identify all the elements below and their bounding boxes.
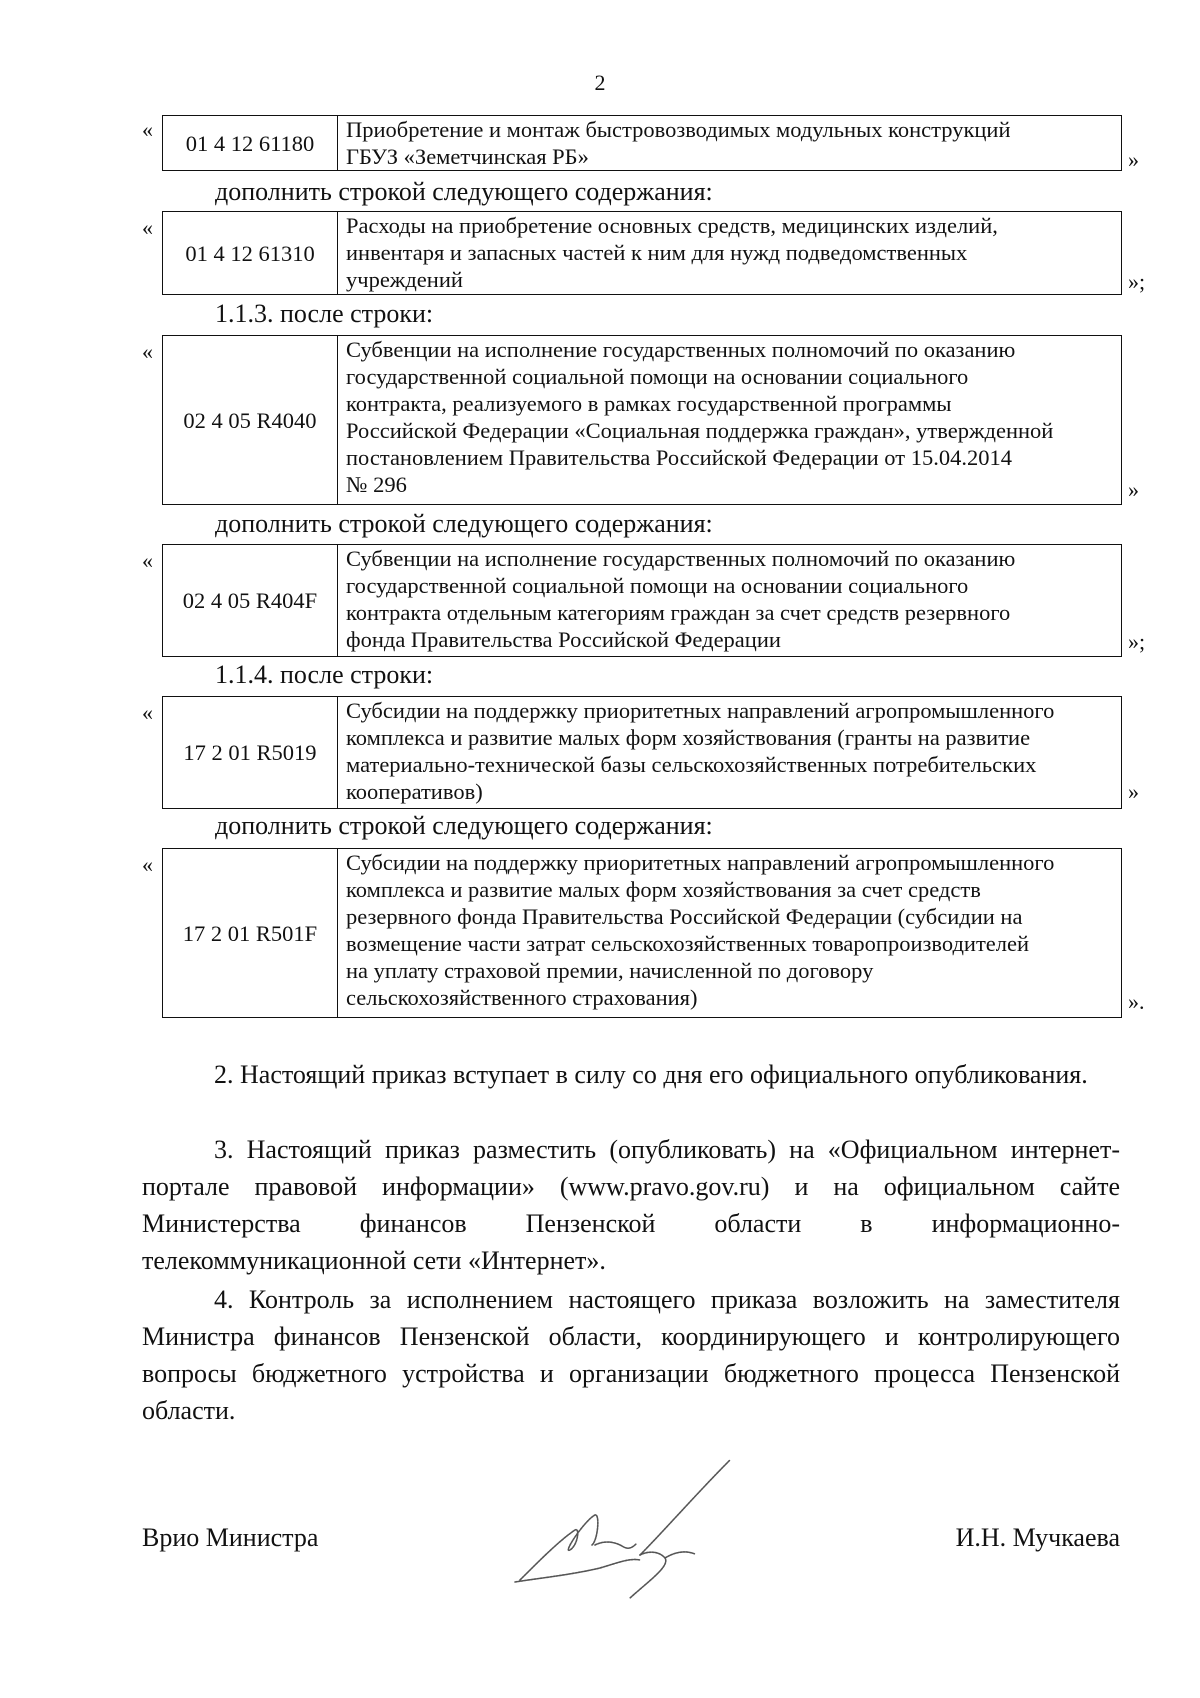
desc-line: ГБУЗ «Земетчинская РБ» [346,144,589,169]
desc-line: государственной социальной помощи на основании социального [346,573,969,598]
desc-line: комплекса и развитие малых форм хозяйствования (гранты на развитие [346,725,1031,750]
page-number: 2 [594,70,606,95]
quote-close: » [1128,477,1139,502]
desc-line: материально-технической базы сельскохозяйственных потребительских [346,752,1037,777]
desc-line: постановлением Правительства Российской Федерации от 15.04.2014 [346,445,1012,470]
budget-code: 01 4 12 61310 [163,212,338,294]
desc-line: возмещение части затрат сельскохозяйственных товаропроизводителей [346,931,1030,956]
desc-line: инвентаря и запасных частей к ним для нужд подведомственных [346,240,968,265]
row-description [338,849,1121,1017]
desc-line: контракта, реализуемого в рамках государственной программы [346,391,952,416]
instruction-text: дополнить строкой следующего содержания: [215,811,713,840]
budget-code: 01 4 12 61180 [163,116,338,170]
budget-code: 02 4 05 R404F [163,545,338,656]
desc-line: № 296 [346,472,407,497]
row-description [338,697,1121,808]
desc-line: Расходы на приобретение основных средств, медицинских изделий, [346,213,998,238]
budget-code: 17 2 01 R5019 [163,697,338,808]
quote-open: « [142,339,153,364]
table-row [162,544,1122,657]
quote-close: »; [1128,269,1146,294]
table-row [162,848,1122,1018]
quote-open: « [142,548,153,573]
desc-line: Российской Федерации «Социальная поддержка граждан», утвержденной [346,418,1054,443]
paragraph-text: 4. Контроль за исполнением настоящего приказа возложить на заместителя Министра финансов Пензенской области, координирующего и контролирующего вопросы бюджетного устройства и организации бюджетного процесса Пензенской области. [142,1285,1120,1425]
desc-line: Субсидии на поддержку приоритетных направлений агропромышленного [346,850,1055,875]
desc-line: резервного фонда Правительства Российской Федерации (субсидии на [346,904,1023,929]
instruction-text: 1.1.3. после строки: [215,299,434,328]
row-description [338,116,1121,170]
desc-line: на уплату страховой премии, начисленной по договору [346,958,874,983]
desc-line: кооперативов) [346,779,483,804]
signatory-position: Врио Министра [142,1523,319,1552]
desc-line: государственной социальной помощи на основании социального [346,364,969,389]
row-description [338,545,1121,656]
row-description [338,212,1121,294]
paragraph-2 [142,1056,1120,1093]
desc-line: Субсидии на поддержку приоритетных направлений агропромышленного [346,698,1055,723]
quote-close: ». [1128,989,1145,1014]
table-row [162,115,1122,171]
desc-line: Субвенции на исполнение государственных полномочий по оказанию [346,546,1016,571]
budget-code: 02 4 05 R4040 [163,336,338,504]
desc-line: сельскохозяйственного страхования) [346,985,698,1010]
row-description [338,336,1121,504]
desc-line: Приобретение и монтаж быстровозводимых модульных конструкций [346,117,1011,142]
quote-open: « [142,117,153,142]
signature-image [500,1450,760,1600]
table-row [162,211,1122,295]
budget-code: 17 2 01 R501F [163,849,338,1017]
table-row [162,335,1122,505]
paragraph-text: 3. Настоящий приказ разместить (опубликовать) на «Официальном интернет-портале правовой информации» (www.pravo.gov.ru) и на официальном сайте Министерства финансов Пензенской области в информационно-телекоммуникационной сети «Интернет». [142,1135,1120,1275]
signatory-name: И.Н. Мучкаева [955,1523,1120,1552]
quote-close: »; [1128,629,1146,654]
instruction-text: дополнить строкой следующего содержания: [215,177,713,206]
paragraph-text: 2. Настоящий приказ вступает в силу со дня его официального опубликования. [214,1060,1088,1089]
desc-line: комплекса и развитие малых форм хозяйствования за счет средств [346,877,981,902]
quote-open: « [142,215,153,240]
table-row [162,696,1122,809]
instruction-text: 1.1.4. после строки: [215,660,434,689]
desc-line: учреждений [346,267,463,292]
quote-close: » [1128,147,1139,172]
desc-line: фонда Правительства Российской Федерации [346,627,781,652]
paragraph-3 [142,1131,1120,1279]
quote-open: « [142,852,153,877]
desc-line: контракта отдельным категориям граждан за счет средств резервного [346,600,1011,625]
quote-open: « [142,700,153,725]
paragraph-4 [142,1281,1120,1429]
quote-close: » [1128,779,1139,804]
instruction-text: дополнить строкой следующего содержания: [215,509,713,538]
desc-line: Субвенции на исполнение государственных полномочий по оказанию [346,337,1016,362]
